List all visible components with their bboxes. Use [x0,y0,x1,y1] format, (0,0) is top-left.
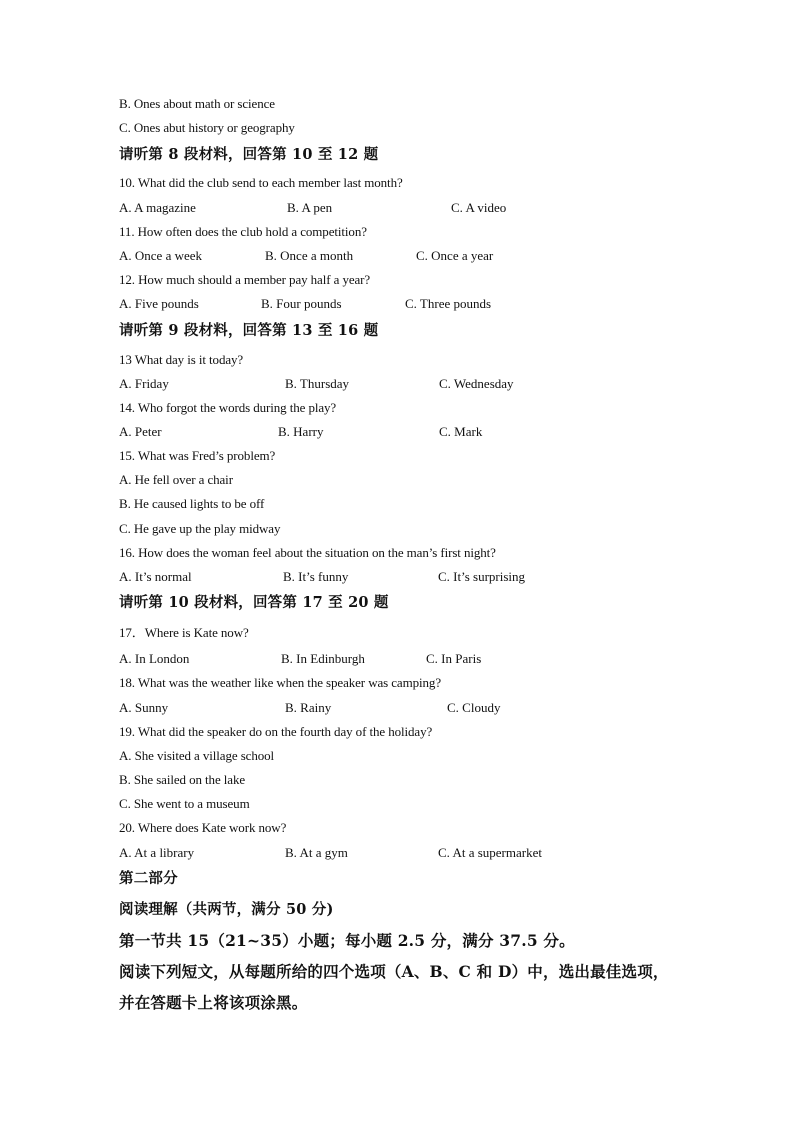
section-one-heading: 第一节共 15（21~35）小题；每小题 2.5 分，满分 37.5 分。 [119,931,575,950]
option-20-c: C. At a supermarket [438,845,542,860]
option-16-a: A. It’s normal [119,569,192,584]
option-14-b: B. Harry [278,424,324,439]
part-two-heading: 第二部分 [119,870,178,887]
section-heading-9: 请听第 9 段材料，回答第 13 至 16 题 [119,322,379,339]
option-20-a: A. At a library [119,845,195,860]
section-heading-8: 请听第 8 段材料，回答第 10 至 12 题 [119,146,379,163]
option-10-b: B. A pen [287,200,333,215]
option-17-b: B. In Edinburgh [281,651,365,666]
option-12-c: C. Three pounds [405,296,492,311]
option-20-b: B. At a gym [285,845,348,860]
option-16-b: B. It’s funny [283,569,349,584]
option-12-b: B. Four pounds [261,296,342,311]
option-14-a: A. Peter [119,424,162,439]
question-10: 10. What did the club send to each member last month? [119,175,403,190]
section-heading-10: 请听第 10 段材料，回答第 17 至 20 题 [119,594,389,611]
option-11-c: C. Once a year [416,248,494,263]
option-10-a: A. A magazine [119,200,196,215]
instruction-line-1: 阅读下列短文，从每题所给的四个选项（A、B、C 和 D）中，选出最佳选项， [119,962,669,981]
option-11-a: A. Once a week [119,248,203,263]
question-17: 17．Where is Kate now? [119,625,249,640]
question-20: 20. Where does Kate work now? [119,820,287,835]
question-13: 13 What day is it today? [119,352,244,367]
question-14: 14. Who forgot the words during the play? [119,400,337,415]
option-15-a: A. He fell over a chair [119,472,233,487]
option-11-b: B. Once a month [265,248,354,263]
option-18-a: A. Sunny [119,700,169,715]
option-9-b: B. Ones about math or science [119,96,275,111]
question-11: 11. How often does the club hold a competition? [119,224,367,239]
reading-title: 阅读理解（共两节，满分 50 分) [119,901,334,918]
question-18: 18. What was the weather like when the speaker was camping? [119,675,441,690]
question-16: 16. How does the woman feel about the situation on the man’s first night? [119,545,496,560]
option-9-c: C. Ones abut history or geography [119,120,295,135]
option-16-c: C. It’s surprising [438,569,526,584]
option-10-c: C. A video [451,200,507,215]
option-19-a: A. She visited a village school [119,748,275,763]
option-15-c: C. He gave up the play midway [119,521,281,536]
option-12-a: A. Five pounds [119,296,199,311]
option-18-c: C. Cloudy [447,700,501,715]
option-15-b: B. He caused lights to be off [119,496,265,511]
question-15: 15. What was Fred’s problem? [119,448,276,463]
option-13-c: C. Wednesday [439,376,514,391]
option-19-c: C. She went to a museum [119,796,250,811]
option-17-c: C. In Paris [426,651,482,666]
option-13-b: B. Thursday [285,376,350,391]
option-18-b: B. Rainy [285,700,332,715]
option-19-b: B. She sailed on the lake [119,772,246,787]
option-13-a: A. Friday [119,376,169,391]
instruction-line-2: 并在答题卡上将该项涂黑。 [119,993,308,1012]
option-14-c: C. Mark [439,424,483,439]
option-17-a: A. In London [119,651,190,666]
question-19: 19. What did the speaker do on the fourth day of the holiday? [119,724,433,739]
question-12: 12. How much should a member pay half a year? [119,272,371,287]
